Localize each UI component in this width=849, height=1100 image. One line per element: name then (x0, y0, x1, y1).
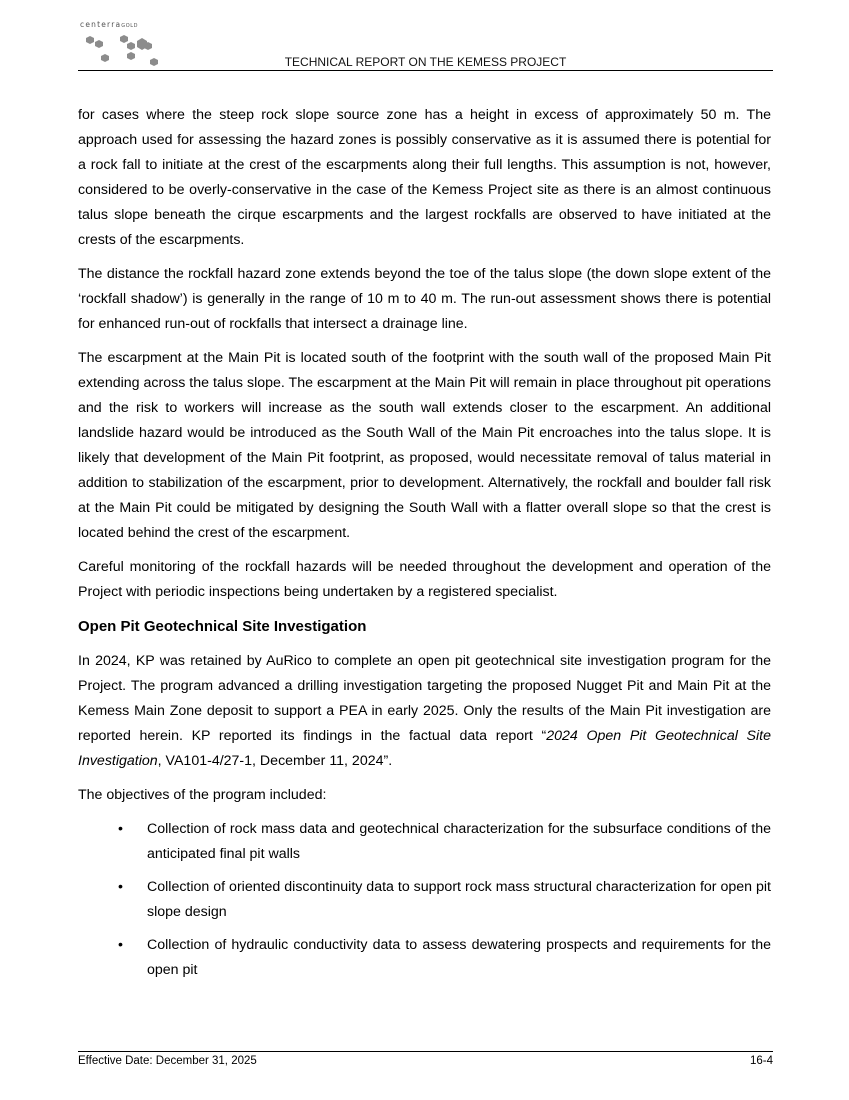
report-title: TECHNICAL REPORT ON THE KEMESS PROJECT (284, 55, 567, 69)
list-item: • Collection of oriented discontinuity data to support rock mass structural characterization for open pit slope design (78, 875, 771, 925)
report-citation: 2024 Open Pit Geotechnical Site Investigation (78, 728, 771, 769)
section-heading: Open Pit Geotechnical Site Investigation (78, 618, 367, 635)
bullet-icon: • (118, 879, 123, 895)
paragraph-monitoring: Careful monitoring of the rockfall hazards will be needed throughout the development and operation of the Project with periodic inspections being undertaken by a registered specialist. (78, 559, 771, 600)
paragraph-main-pit-escarpment: The escarpment at the Main Pit is located south of the footprint with the south wall of the proposed Main Pit extending across the talus slope. The escarpment at the Main Pit will remain in place throughout pit operations and the risk to workers will increase as the south wall extends closer to the escarpment. An additional landslide hazard would be introduced as the South Wall of the Main Pit encroaches into the talus slope. It is likely that development of the Main Pit footprint, as proposed, would necessitate removal of talus material in addition to stabilization of the escarpment, prior to development. Alternatively, the rockfall and boulder fall risk at the Main Pit could be mitigated by designing the South Wall with a flatter overall slope so that the crest is located behind the crest of the escarpment. (78, 350, 771, 541)
page-header (78, 18, 773, 71)
objectives-list (78, 817, 771, 983)
list-item: • Collection of hydraulic conductivity data to assess dewatering prospects and requirements for the open pit (78, 933, 771, 983)
logo-text: centerra (80, 20, 122, 29)
list-item: • Collection of rock mass data and geotechnical characterization for the subsurface conditions of the anticipated final pit walls (78, 817, 771, 867)
page-body (78, 103, 771, 991)
logo-text-small: GOLD (121, 23, 139, 29)
paragraph-objectives-intro: The objectives of the program included: (78, 787, 327, 803)
page-footer (78, 1051, 773, 1067)
paragraph-rockfall-shadow: The distance the rockfall hazard zone extends beyond the toe of the talus slope (the down slope extent of the ‘rockfall shadow’) is generally in the range of 10 m to 40 m. The run-out assessment shows there is potential for enhanced run-out of rockfalls that intersect a drainage line. (78, 266, 771, 332)
page-number: 16-4 (749, 1055, 773, 1067)
effective-date: Effective Date: December 31, 2025 (78, 1055, 257, 1067)
paragraph-rockfall-source: for cases where the steep rock slope source zone has a height in excess of approximately 50 m. The approach used for assessing the hazard zones is possibly conservative as it is assumed there is potential for a rock fall to initiate at the crest of the escarpments along their full lengths. This assumption is not, however, considered to be overly-conservative in the case of the Kemess Project site as there is an almost continuous talus slope beneath the cirque escarpments and the largest rockfalls are observed to have initiated at the crests of the escarpments. (78, 107, 771, 248)
bullet-icon: • (118, 821, 123, 837)
bullet-icon: • (118, 937, 123, 953)
paragraph-investigation: In 2024, KP was retained by AuRico to complete an open pit geotechnical site investigation program for the Project. The program advanced a drilling investigation targeting the proposed Nugget Pit and Main Pit at the Kemess Main Zone deposit to support a PEA in early 2025. Only the results of the Main Pit investigation are reported herein. KP reported its findings in the factual data report “2024 Open Pit Geotechnical Site Investigation, VA101-4/27-1, December 11, 2024”. (78, 653, 771, 769)
